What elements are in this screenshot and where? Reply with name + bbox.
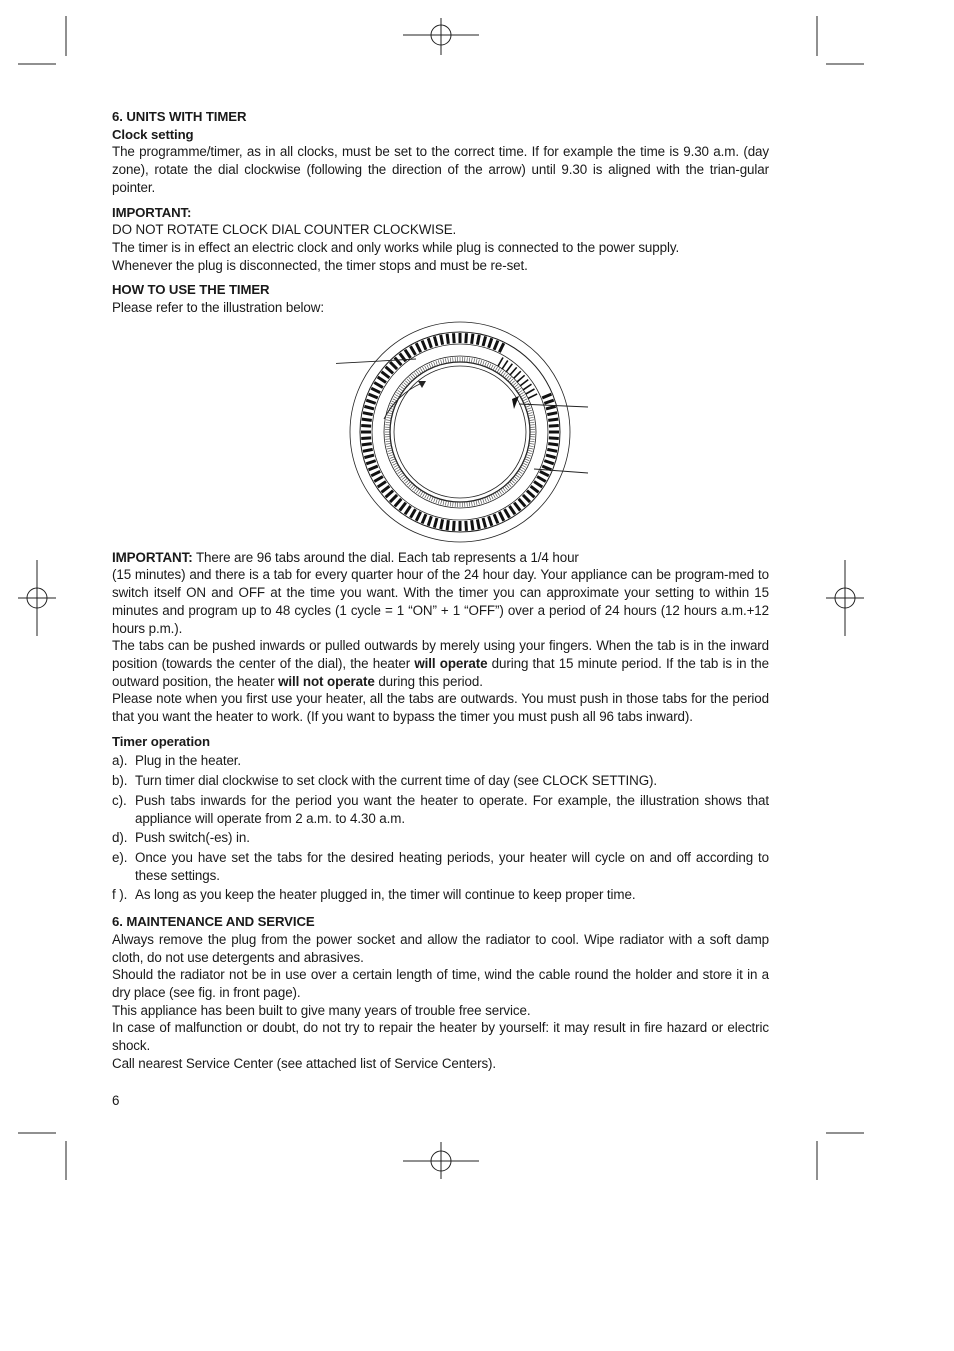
dial-tick: [409, 483, 412, 487]
dial-tab[interactable]: [542, 394, 551, 398]
page-content: [112, 108, 769, 1072]
dial-tick: [386, 441, 391, 442]
dial-tab[interactable]: [489, 338, 492, 347]
dial-tick: [414, 372, 417, 376]
important-heading: IMPORTANT:: [112, 204, 192, 220]
dial-tab[interactable]: [519, 499, 526, 507]
dial-tab[interactable]: [472, 334, 473, 344]
dial-tick: [399, 388, 403, 391]
dial-tick: [411, 484, 414, 488]
dial-tab[interactable]: [546, 455, 556, 458]
dial-tick: [501, 371, 504, 375]
registration-mark-left: [18, 560, 56, 636]
dial-tick: [487, 496, 489, 501]
dial-tick: [404, 382, 408, 385]
howto-text: Please refer to the illustration below:: [112, 300, 324, 316]
dial-tick: [471, 501, 472, 506]
dial-tick: [501, 489, 504, 493]
dial-tab[interactable]: [428, 338, 431, 347]
dial-tab[interactable]: [547, 449, 557, 451]
list-item: e). Once you have set the tabs for the desired heating periods, your heater will cycle on and off according to these settings.: [112, 849, 769, 883]
maintenance-paragraph-5: Call nearest Service Center (see attached list of Service Centers).: [112, 1055, 497, 1071]
list-item: c). Push tabs inwards for the period you want the heater to operate. For example, the illustration shows that appliance will operate from 2 a.m. to 4.30 a.m.: [112, 792, 769, 826]
dial-tick: [396, 392, 400, 395]
dial-tab[interactable]: [386, 490, 394, 497]
dial-tick: [429, 495, 431, 500]
dial-tick: [509, 481, 513, 485]
dial-tick: [418, 369, 421, 373]
dial-tick: [517, 473, 521, 476]
dial-tick: [390, 456, 395, 458]
dial-tick: [504, 374, 507, 378]
dial-tick: [386, 422, 391, 423]
dial-tick: [524, 401, 529, 403]
dial-tab[interactable]: [381, 486, 389, 492]
howto-heading: HOW TO USE THE TIMER: [112, 282, 270, 298]
dial-tick: [518, 471, 522, 474]
dial-tick: [523, 399, 527, 401]
dial-tick: [528, 450, 533, 451]
dial-tab[interactable]: [378, 481, 386, 487]
dial-tick: [474, 358, 475, 363]
dial-tick: [395, 467, 399, 470]
dial-tab[interactable]: [472, 520, 473, 530]
dial-tab[interactable]: [416, 343, 420, 352]
maintenance-paragraph-1: Always remove the plug from the power socket and allow the radiator to cool. Wipe radiator with a soft damp cloth, do not use detergents and abrasives.: [112, 931, 769, 965]
dial-tick: [480, 499, 481, 504]
dial-tab[interactable]: [528, 394, 537, 398]
list-item: f ). As long as you keep the heater plugged in, the timer will continue to keep proper time.: [112, 887, 636, 903]
dial-tick: [395, 394, 399, 397]
dial-tick: [438, 360, 439, 365]
list-item: b). Turn timer dial clockwise to set clock with the current time of day (see CLOCK SETTING).: [112, 773, 658, 789]
dial-tick: [388, 452, 393, 453]
dial-tick: [398, 471, 402, 474]
dial-tab[interactable]: [374, 382, 383, 387]
dial-tick: [423, 367, 426, 371]
dial-tick: [409, 377, 412, 381]
dial-tab[interactable]: [428, 516, 431, 525]
dial-tick: [405, 480, 409, 483]
dial-tick: [485, 362, 487, 367]
dial-tick: [393, 463, 397, 465]
dial-tab[interactable]: [374, 476, 383, 481]
dial-tick: [399, 473, 403, 476]
dial-tab[interactable]: [548, 443, 558, 444]
dial-tick: [504, 486, 507, 490]
dial-tick: [427, 495, 429, 499]
dial-tab[interactable]: [369, 466, 378, 470]
dial-tick: [516, 474, 520, 477]
dial-tick: [529, 445, 534, 446]
dial-tick: [405, 380, 409, 383]
dial-tick: [448, 501, 449, 506]
dial-tick: [394, 396, 398, 398]
dial-tab[interactable]: [514, 371, 521, 378]
timer-dial: [336, 319, 596, 544]
dial-tick: [521, 467, 525, 470]
dial-tab[interactable]: [361, 438, 371, 439]
dial-tick: [402, 476, 406, 479]
dial-tab[interactable]: [411, 509, 416, 518]
maintenance-paragraph-4: In case of malfunction or doubt, do not try to repair the heater by yourself: it may result in fire hazard or electric shock.: [112, 1020, 769, 1054]
dial-tab[interactable]: [523, 495, 530, 502]
dial-tick: [506, 375, 509, 379]
dial-tab[interactable]: [483, 336, 486, 346]
tabs-info-paragraph-3: [112, 637, 769, 690]
dial-tick: [386, 445, 391, 446]
dial-tick: [476, 359, 477, 364]
dial-tick: [526, 405, 531, 407]
dial-tick: [438, 499, 439, 504]
dial-tab[interactable]: [441, 519, 443, 529]
dial-tick: [523, 463, 527, 465]
dial-tab[interactable]: [454, 333, 455, 343]
tabs-p3-b: during that 15 minute period. If the tab is in the outward position, the heater: [112, 655, 769, 689]
timer-operation-steps: [112, 752, 769, 904]
maintenance-paragraph-2: Should the radiator not be in use over a certain length of time, wind the cable round the holder and store it in a dry place (see fig. in front page).: [112, 967, 769, 1000]
section-title-timer: 6. UNITS WITH TIMER: [112, 109, 247, 124]
triangular-pointer-icon: [512, 396, 519, 409]
dial-tick: [517, 388, 521, 391]
tabs-info-line-1-text: There are 96 tabs around the dial. Each tab represents a 1/4 hour: [192, 549, 579, 565]
maintenance-title: 6. MAINTENANCE AND SERVICE: [112, 914, 315, 930]
dial-tab[interactable]: [363, 412, 373, 414]
dial-tick: [489, 363, 491, 368]
dial-tick: [412, 374, 415, 378]
clock-setting-heading: Clock setting: [112, 126, 194, 142]
dial-tab[interactable]: [502, 360, 508, 368]
dial-tick: [471, 358, 472, 363]
dial-tick: [392, 461, 397, 463]
dial-tab[interactable]: [378, 377, 386, 383]
dial-tab[interactable]: [390, 495, 397, 502]
tabs-p3-c: during this period.: [374, 673, 483, 689]
dial-tick: [518, 390, 522, 393]
dial-tick: [483, 361, 485, 366]
dial-tab[interactable]: [548, 419, 558, 420]
dial-tick: [398, 390, 402, 393]
dial-tick: [445, 500, 446, 505]
dial-tick: [528, 415, 533, 416]
dial-tick: [511, 480, 515, 483]
dial-tab[interactable]: [371, 471, 380, 475]
dial-tick: [485, 497, 487, 502]
dial-tick: [497, 368, 500, 372]
dial-tick: [526, 456, 531, 458]
registration-mark-bottom: [403, 1142, 479, 1179]
dial-tab[interactable]: [483, 518, 486, 528]
dial-tab[interactable]: [381, 371, 389, 377]
list-item: a). Plug in the heater.: [112, 753, 242, 769]
dial-tick: [493, 493, 495, 497]
dial-tick: [499, 490, 502, 494]
dial-tick: [528, 412, 533, 413]
dial-tick: [527, 410, 532, 411]
dial-tab[interactable]: [520, 379, 528, 385]
dial-tab[interactable]: [441, 335, 443, 345]
dial-tick: [469, 357, 470, 362]
dial-tick: [387, 448, 392, 449]
dial-tick: [529, 417, 534, 418]
dial-tick: [396, 469, 400, 472]
dial-tick: [513, 382, 517, 385]
dial-tab[interactable]: [523, 384, 531, 390]
leader-line-tabs: [336, 359, 416, 364]
dial-tick: [416, 371, 419, 375]
dial-tab[interactable]: [499, 343, 503, 352]
dial-tab[interactable]: [364, 455, 374, 458]
dial-tick: [469, 501, 470, 506]
dial-tab[interactable]: [366, 400, 375, 403]
dial-tick: [521, 394, 525, 397]
registration-mark-top: [403, 18, 479, 55]
dial-tick: [443, 500, 444, 505]
dial-tick: [431, 362, 433, 367]
dial-tab[interactable]: [364, 406, 374, 409]
dial-tab[interactable]: [489, 516, 492, 525]
dial-tab[interactable]: [494, 514, 498, 523]
dial-tab[interactable]: [466, 333, 467, 343]
timer-dial-figure: [112, 317, 769, 549]
dial-tab[interactable]: [534, 481, 542, 487]
dial-tick: [443, 359, 444, 364]
dial-tab[interactable]: [400, 502, 406, 510]
dial-tab[interactable]: [527, 490, 535, 497]
dial-tab[interactable]: [505, 509, 510, 518]
dial-tab[interactable]: [498, 357, 503, 366]
dial-tick: [411, 375, 414, 379]
dial-tick: [478, 359, 479, 364]
dial-tick: [448, 358, 449, 363]
dial-tab[interactable]: [363, 449, 373, 451]
dial-tab[interactable]: [411, 346, 416, 355]
dial-tick: [483, 498, 485, 503]
dial-tick: [386, 443, 391, 444]
dial-tick: [423, 492, 426, 496]
dial-tab[interactable]: [537, 476, 546, 481]
dial-tick: [404, 478, 408, 481]
dial-tick: [388, 450, 393, 451]
dial-tick: [441, 499, 442, 504]
dial-tab[interactable]: [546, 406, 556, 409]
dial-tick: [522, 396, 526, 398]
dial-tab[interactable]: [547, 412, 557, 414]
dial-tabs: [361, 333, 559, 531]
tabs-p3-a: The tabs can be pushed inwards or pulled outwards by merely using your fingers. When the tab is in the inward position (towards the center of the dial), the heater: [112, 638, 769, 671]
dial-tick: [524, 461, 529, 463]
dial-tick: [499, 369, 502, 373]
dial-tick: [450, 357, 451, 362]
dial-tab[interactable]: [477, 519, 479, 529]
dial-tick: [514, 476, 518, 479]
dial-tab[interactable]: [494, 340, 498, 349]
dial-tick: [509, 379, 513, 383]
dial-tab[interactable]: [549, 425, 559, 426]
dial-tick: [526, 454, 531, 456]
dial-tick: [487, 362, 489, 367]
important-line-2: The timer is in effect an electric clock and only works while plug is connected to the power supply.: [112, 239, 680, 255]
dial-tab[interactable]: [416, 512, 420, 521]
dial-tick: [394, 465, 398, 467]
dial-tab[interactable]: [514, 502, 520, 510]
maintenance-paragraph-3: This appliance has been built to give many years of trouble free service.: [112, 1002, 531, 1018]
tabs-p3-will-operate: will operate: [414, 655, 488, 671]
dial-tab[interactable]: [466, 521, 467, 531]
dial-tick: [476, 500, 477, 505]
dial-tab[interactable]: [395, 357, 402, 365]
tabs-p3-will-not-operate: will not operate: [278, 673, 375, 689]
dial-tick: [386, 420, 391, 421]
dial-tab[interactable]: [362, 443, 372, 444]
dial-tab[interactable]: [405, 349, 411, 357]
dial-tab[interactable]: [390, 362, 397, 369]
dial-tab[interactable]: [531, 486, 539, 492]
dial-tick: [407, 481, 411, 485]
dial-tick: [495, 492, 498, 496]
dial-tick: [416, 489, 419, 493]
dial-tick: [497, 491, 500, 495]
dial-tick: [388, 412, 393, 413]
dial-tick: [503, 372, 506, 376]
dial-tick: [386, 417, 391, 418]
dial-tab[interactable]: [544, 460, 553, 463]
dial-tick: [407, 379, 411, 383]
dial-tab[interactable]: [549, 438, 559, 439]
dial-tick: [445, 358, 446, 363]
dial-tick: [400, 386, 404, 389]
important-line-3: Whenever the plug is disconnected, the timer stops and must be re-set.: [112, 257, 528, 273]
dial-tab[interactable]: [517, 375, 525, 382]
dial-tick: [389, 454, 394, 456]
dial-tab[interactable]: [447, 520, 448, 530]
dial-tick: [400, 474, 404, 477]
dial-tab[interactable]: [499, 512, 503, 521]
clock-setting-text: The programme/timer, as in all clocks, must be set to the correct time. If for example the time is 9.30 a.m. (day zone), rotate the dial clockwise (following the direction of the arrow) until 9.30 is aligned with the trian-gular pointer.: [112, 144, 769, 195]
dial-tab[interactable]: [477, 335, 479, 345]
registration-mark-right: [826, 560, 864, 636]
dial-tick: [495, 367, 498, 371]
dial-tick: [441, 359, 442, 364]
dial-tick: [511, 380, 515, 383]
dial-tab[interactable]: [544, 400, 553, 403]
dial-tick: [493, 366, 495, 370]
dial-tick: [425, 366, 427, 370]
dial-tick: [478, 499, 479, 504]
dial-tick: [514, 384, 518, 387]
dial-tick: [508, 377, 511, 381]
dial-tab[interactable]: [506, 364, 512, 372]
dial-tick: [522, 465, 526, 467]
dial-tick: [450, 501, 451, 506]
dial-tick: [525, 459, 530, 461]
dial-tick: [508, 483, 511, 487]
dial-tick: [427, 364, 429, 368]
dial-tick: [506, 484, 509, 488]
dial-tick: [412, 486, 415, 490]
tabs-info-line-1: [112, 549, 769, 567]
dial-tick: [489, 495, 491, 500]
dial-tick: [503, 487, 506, 491]
dial-tick: [480, 360, 481, 365]
dial-tab[interactable]: [361, 425, 371, 426]
dial-tick: [420, 368, 423, 372]
dial-tab[interactable]: [447, 334, 448, 344]
dial-tick: [429, 363, 431, 368]
timer-operation-heading: Timer operation: [112, 733, 210, 749]
dial-tick: [434, 497, 436, 502]
dial-tick: [529, 441, 534, 442]
dial-tab[interactable]: [395, 499, 402, 507]
dial-tick: [414, 487, 417, 491]
tabs-important-label: IMPORTANT:: [112, 549, 193, 565]
dial-inner-ticks: [385, 357, 535, 507]
dial-tab[interactable]: [371, 388, 380, 392]
tabs-info-paragraph-4: Please note when you first use your heater, all the tabs are outwards. You must push in those tabs for the period that you want the heater to work. (If you want to bypass the timer you must push all 96 tabs inward).: [112, 691, 769, 725]
dial-tab[interactable]: [540, 471, 549, 475]
dial-tab[interactable]: [422, 514, 426, 523]
tabs-info-paragraph-2: (15 minutes) and there is a tab for every quarter hour of the 24 hour day. Your appliance can be program-med to switch itself ON and OFF at the time you want. With the timer you can approximate your setting to within 15 minutes and program up to 48 cycles (1 cycle = 1 “ON” + 1 “OFF”) over a period of 24 hours (12 hours a.m.+12 hours p.m.).: [112, 567, 769, 636]
dial-tick: [420, 491, 423, 495]
dial-tick: [418, 490, 421, 494]
page-number: 6: [112, 1093, 120, 1108]
dial-tab[interactable]: [434, 336, 437, 346]
dial-tick: [425, 493, 427, 497]
dial-tab[interactable]: [526, 389, 535, 394]
dial-tab[interactable]: [454, 521, 455, 531]
important-line-1: DO NOT ROTATE CLOCK DIAL COUNTER CLOCKWISE.: [112, 222, 457, 238]
dial-tick: [519, 392, 523, 395]
dial-tab[interactable]: [422, 340, 426, 349]
dial-tick: [402, 384, 406, 387]
dial-tab[interactable]: [434, 518, 437, 528]
dial-tick: [529, 420, 534, 421]
dial-tick: [391, 459, 396, 461]
dial-tab[interactable]: [510, 367, 517, 375]
dial-tick: [513, 478, 517, 481]
dial-tick: [529, 422, 534, 423]
dial-tick: [516, 386, 520, 389]
dial-tick: [519, 469, 523, 472]
dial-tick: [436, 498, 438, 503]
dial-tab[interactable]: [386, 366, 394, 373]
dial-tab[interactable]: [369, 394, 378, 398]
dial-tick: [491, 364, 493, 368]
dial-tick: [436, 361, 438, 366]
dial-tab[interactable]: [362, 419, 372, 420]
dial-tick: [434, 362, 436, 367]
list-item: d). Push switch(-es) in.: [112, 830, 250, 846]
dial-tick: [491, 495, 493, 499]
dial-tick: [527, 452, 532, 453]
dial-tab[interactable]: [509, 506, 515, 514]
dial-tab[interactable]: [405, 506, 411, 514]
dial-tab[interactable]: [366, 460, 375, 463]
dial-tick: [474, 500, 475, 505]
dial-tick: [528, 448, 533, 449]
dial-tick: [526, 408, 531, 410]
dial-tick: [529, 443, 534, 444]
dial-tick: [387, 415, 392, 416]
dial-tick: [431, 496, 433, 501]
